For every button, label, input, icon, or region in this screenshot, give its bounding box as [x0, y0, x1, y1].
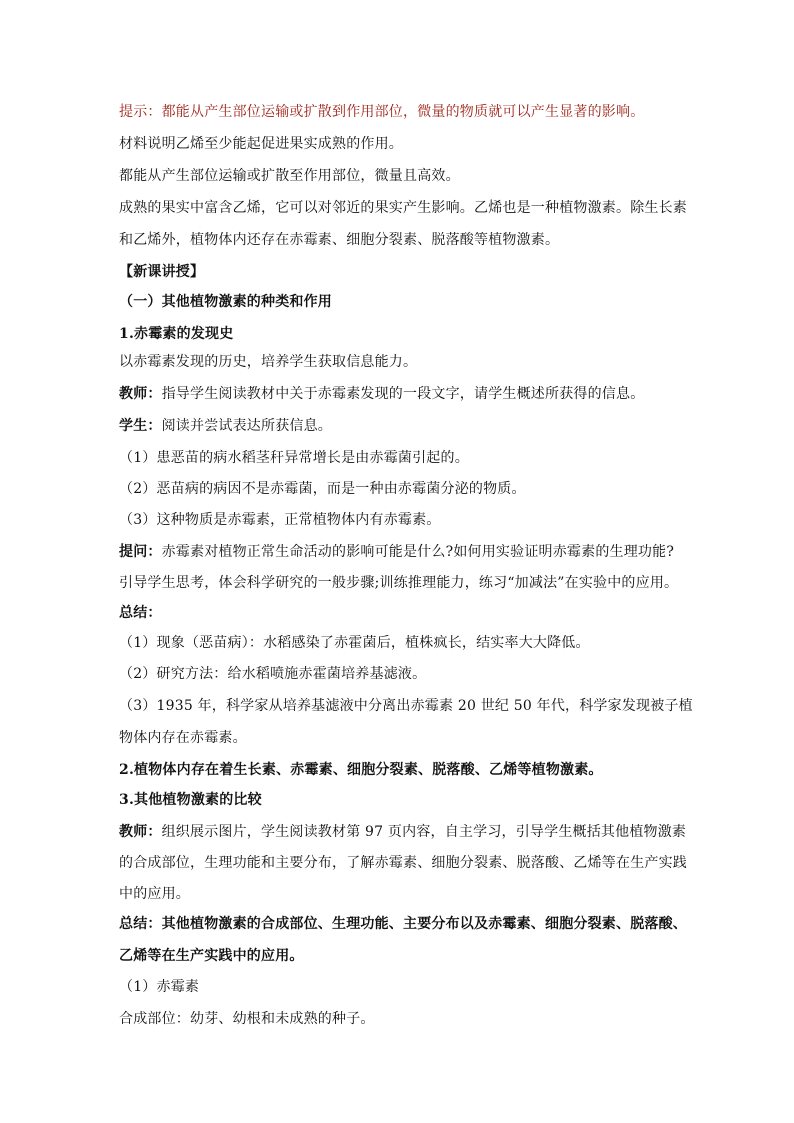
- topic-heading: 1.赤霉素的发现史: [119, 326, 234, 342]
- hint-paragraph: 提示：都能从产生部位运输或扩散到作用部位，微量的物质就可以产生显著的影响。: [119, 104, 645, 120]
- body-text: 材料说明乙烯至少能起促进果实成熟的作用。: [119, 136, 403, 152]
- speaker-label: 教师：: [119, 386, 162, 402]
- subsection-heading: （一）其他植物激素的种类和作用: [119, 294, 332, 310]
- speaker-text: 组织展示图片，学生阅读教材第 97 页内容，自主学习，引导学生概括其他植物激素: [161, 824, 687, 840]
- body-text: 以赤霉素发现的历史，培养学生获取信息能力。: [119, 354, 418, 370]
- speaker-label: 教师：: [119, 824, 162, 840]
- list-item: （1）赤霉素: [119, 979, 200, 995]
- body-text: 都能从产生部位运输或扩散至作用部位，微量且高效。: [119, 168, 460, 184]
- speaker-label: 提问：: [119, 544, 162, 560]
- speaker-text: 阅读并尝试表达所获信息。: [161, 418, 333, 434]
- speaker-label: 学生：: [119, 418, 162, 434]
- summary-heading: 总结：其他植物激素的合成部位、生理功能、主要分布以及赤霉素、细胞分裂素、脱落酸、: [119, 916, 687, 932]
- body-text: 和乙烯外，植物体内还存在赤霉素、细胞分裂素、脱落酸等植物激素。: [119, 232, 560, 248]
- body-text: 成熟的果实中富含乙烯，它可以对邻近的果实产生影响。乙烯也是一种植物激素。除生长素: [119, 200, 687, 216]
- body-text: 中的应用。: [119, 886, 190, 902]
- speaker-text: 指导学生阅读教材中关于赤霉素发现的一段文字，请学生概述所获得的信息。: [161, 386, 645, 402]
- body-text: 的合成部位，生理功能和主要分布，了解赤霉素、细胞分裂素、脱落酸、乙烯等在生产实践: [119, 855, 687, 871]
- list-item: （3）这种物质是赤霉素，正常植物体内有赤霉素。: [119, 512, 441, 528]
- list-item: （2）恶苗病的病因不是赤霉菌，而是一种由赤霉菌分泌的物质。: [119, 481, 526, 497]
- list-item: （3）1935 年，科学家从培养基滤液中分离出赤霉素 20 世纪 50 年代，科学家发现被子植: [119, 698, 693, 714]
- teacher-line: [119, 822, 689, 842]
- topic-heading: 3.其他植物激素的比较: [119, 792, 262, 808]
- student-line: [119, 416, 689, 436]
- body-text: 物体内存在赤霉素。: [119, 730, 247, 746]
- list-item: （2）研究方法：给水稻喷施赤霍菌培养基滤液。: [119, 666, 427, 682]
- speaker-text: 赤霉素对植物正常生命活动的影响可能是什么?如何用实验证明赤霉素的生理功能?: [161, 544, 675, 560]
- summary-label: 总结：: [119, 605, 162, 621]
- body-text: 合成部位：幼芽、幼根和未成熟的种子。: [119, 1011, 375, 1027]
- summary-heading: 乙烯等在生产实践中的应用。: [119, 948, 304, 964]
- topic-heading: 2.植物体内存在着生长素、赤霉素、细胞分裂素、脱落酸、乙烯等植物激素。: [119, 762, 603, 778]
- section-heading: 【新课讲授】: [119, 264, 205, 280]
- teacher-line: [119, 384, 689, 404]
- question-line: [119, 542, 689, 562]
- list-item: （1）现象（恶苗病）：水稻感染了赤霍菌后，植株疯长，结实率大大降低。: [119, 635, 590, 651]
- body-text: 引导学生思考，体会科学研究的一般步骤;训练推理能力，练习“加减法”在实验中的应用。: [119, 575, 679, 591]
- list-item: （1）患恶苗的病水稻茎秆异常增长是由赤霉菌引起的。: [119, 450, 469, 466]
